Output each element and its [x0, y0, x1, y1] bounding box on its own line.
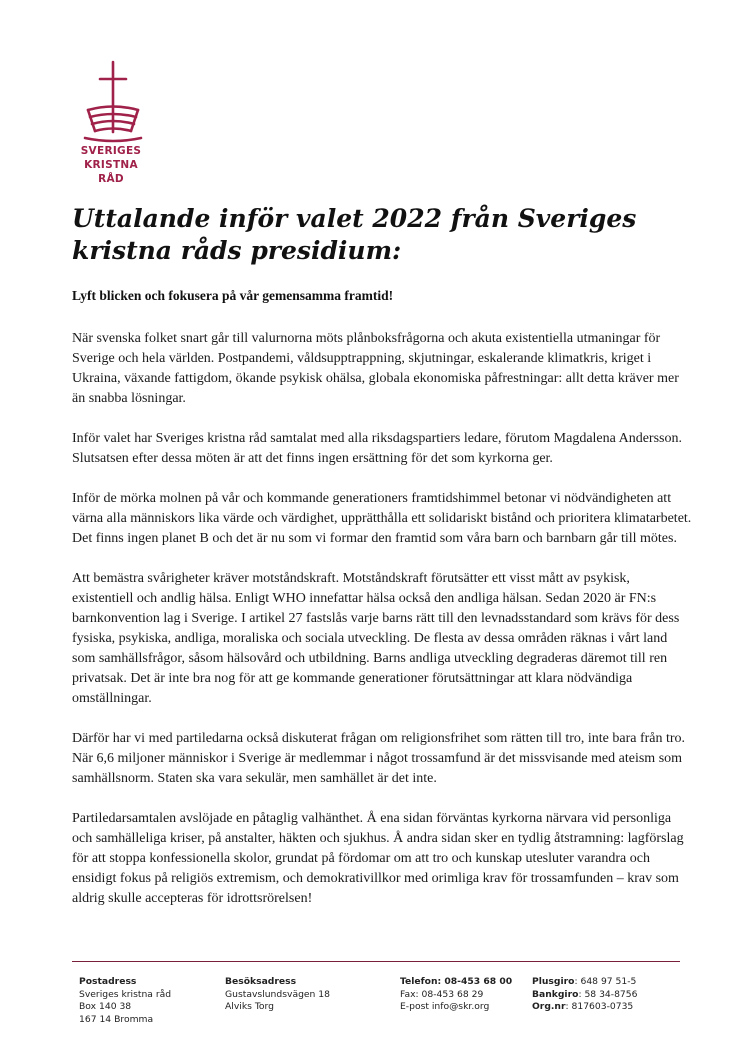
subtitle: Lyft blicken och fokusera på vår gemensamma framtid!	[72, 288, 394, 303]
footer-konton	[532, 976, 637, 1014]
logo-line1: SVERIGES	[80, 145, 142, 157]
orgnr-value: : 817603-0735	[565, 1001, 634, 1012]
body-text	[72, 329, 692, 929]
footer-postadress	[79, 976, 171, 1026]
logo	[79, 60, 159, 186]
cross-boat-icon	[82, 60, 144, 144]
email-address: E-post info@skr.org	[400, 1001, 490, 1012]
plusgiro-value: : 648 97 51-5	[574, 976, 637, 987]
postadress-line: Box 140 38	[79, 1001, 132, 1012]
fax-number: Fax: 08-453 68 29	[400, 988, 484, 1000]
footer-besoksadress	[225, 976, 330, 1014]
plusgiro-label: Plusgiro	[532, 976, 575, 987]
paragraph: När svenska folket snart går till valurnorna möts plånboksfrågorna och akuta existentiella utmaningar för Sverige och hela världen. Postpandemi, våldsupptrappning, skjutningar, eskalerande klimatkris, kriget i Ukraina, växande fattigdom, ökande psykisk ohälsa, globala ekonomiska påfrestningar: allt detta kräver mer än snabba lösningar.	[72, 331, 679, 406]
postadress-line: Sveriges kristna råd	[79, 988, 172, 1000]
telefon-number: 08-453 68 00	[444, 976, 513, 987]
paragraph: Att bemästra svårigheter kräver motståndskraft. Motståndskraft förutsätter ett visst mått av psykisk, existentiell och andlig hälsa. Enligt WHO innefattar hälsa också den andliga hälsan. Sedan 2020 är FN:s barnkonvention lag i Sverige. I artikel 27 fastslås varje barns rätt till den levnadsstandard som krävs för dess fysiska, psykiska, andliga, moraliska och sociala utveckling. De flesta av dessa områden räknas i vårt land som samhällsfrågor, såsom hälsovård och utbildning. Barns andliga utveckling degraderas däremot till ren privatsak. Det är inte bra nog för att ge kommande generationer förutsättningar att klara nödvändiga omställningar.	[72, 571, 680, 706]
telefon-label: Telefon:	[400, 976, 442, 987]
paragraph: Därför har vi med partiledarna också diskuterat frågan om religionsfrihet som rätten till tro, inte bara från tro. När 6,6 miljoner människor i Sverige är medlemmar i något trossamfund är det missvisande med ateism som samhällsnorm. Staten ska vara sekulär, men samhället är det inte.	[72, 731, 686, 786]
footer-kontakt	[400, 976, 512, 1014]
bankgiro-value: : 58 34-8756	[578, 988, 638, 1000]
besoksadress-line: Gustavslundsvägen 18	[225, 988, 330, 1000]
postadress-line: 167 14 Bromma	[79, 1013, 154, 1025]
paragraph: Inför de mörka molnen på vår och kommande generationers framtidshimmel betonar vi nödvändigheten att värna alla människors lika värde och värdighet, upprätthålla ett solidariskt bistånd och prioritera klimatarbetet. Det finns ingen planet B och det är nu som vi formar den framtid som våra barn och barnbarn går till mötes.	[72, 491, 692, 546]
footer-divider	[72, 961, 680, 962]
logo-line2: KRISTNA RÅD	[84, 159, 138, 185]
postadress-heading: Postadress	[79, 976, 137, 987]
paragraph: Inför valet har Sveriges kristna råd samtalat med alla riksdagspartiers ledare, förutom Magdalena Andersson. Slutsatsen efter dessa möten är att det finns ingen ersättning för det som kyrkorna ger.	[72, 431, 682, 466]
page-title: Uttalande inför valet 2022 från Sveriges kristna råds presidium:	[72, 204, 637, 265]
besoksadress-heading: Besöksadress	[225, 976, 297, 987]
bankgiro-label: Bankgiro	[532, 988, 579, 1000]
besoksadress-line: Alviks Torg	[225, 1001, 274, 1012]
orgnr-label: Org.nr	[532, 1001, 566, 1012]
paragraph: Partiledarsamtalen avslöjade en påtaglig valhänthet. Å ena sidan förväntas kyrkorna närvara vid personliga och samhälleliga kriser, på anstalter, häkten och sjukhus. Å andra sidan sker en tydlig åtstramning: lagförslag för att stoppa konfessionella skolor, grundat på fördomar om att tro och kunskap utesluter varandra och ensidigt fokus på religiös extremism, och demokrativillkor med orimliga krav för trossamfunden – krav som aldrig skulle accepteras för idrottsrörelsen!	[72, 811, 684, 906]
